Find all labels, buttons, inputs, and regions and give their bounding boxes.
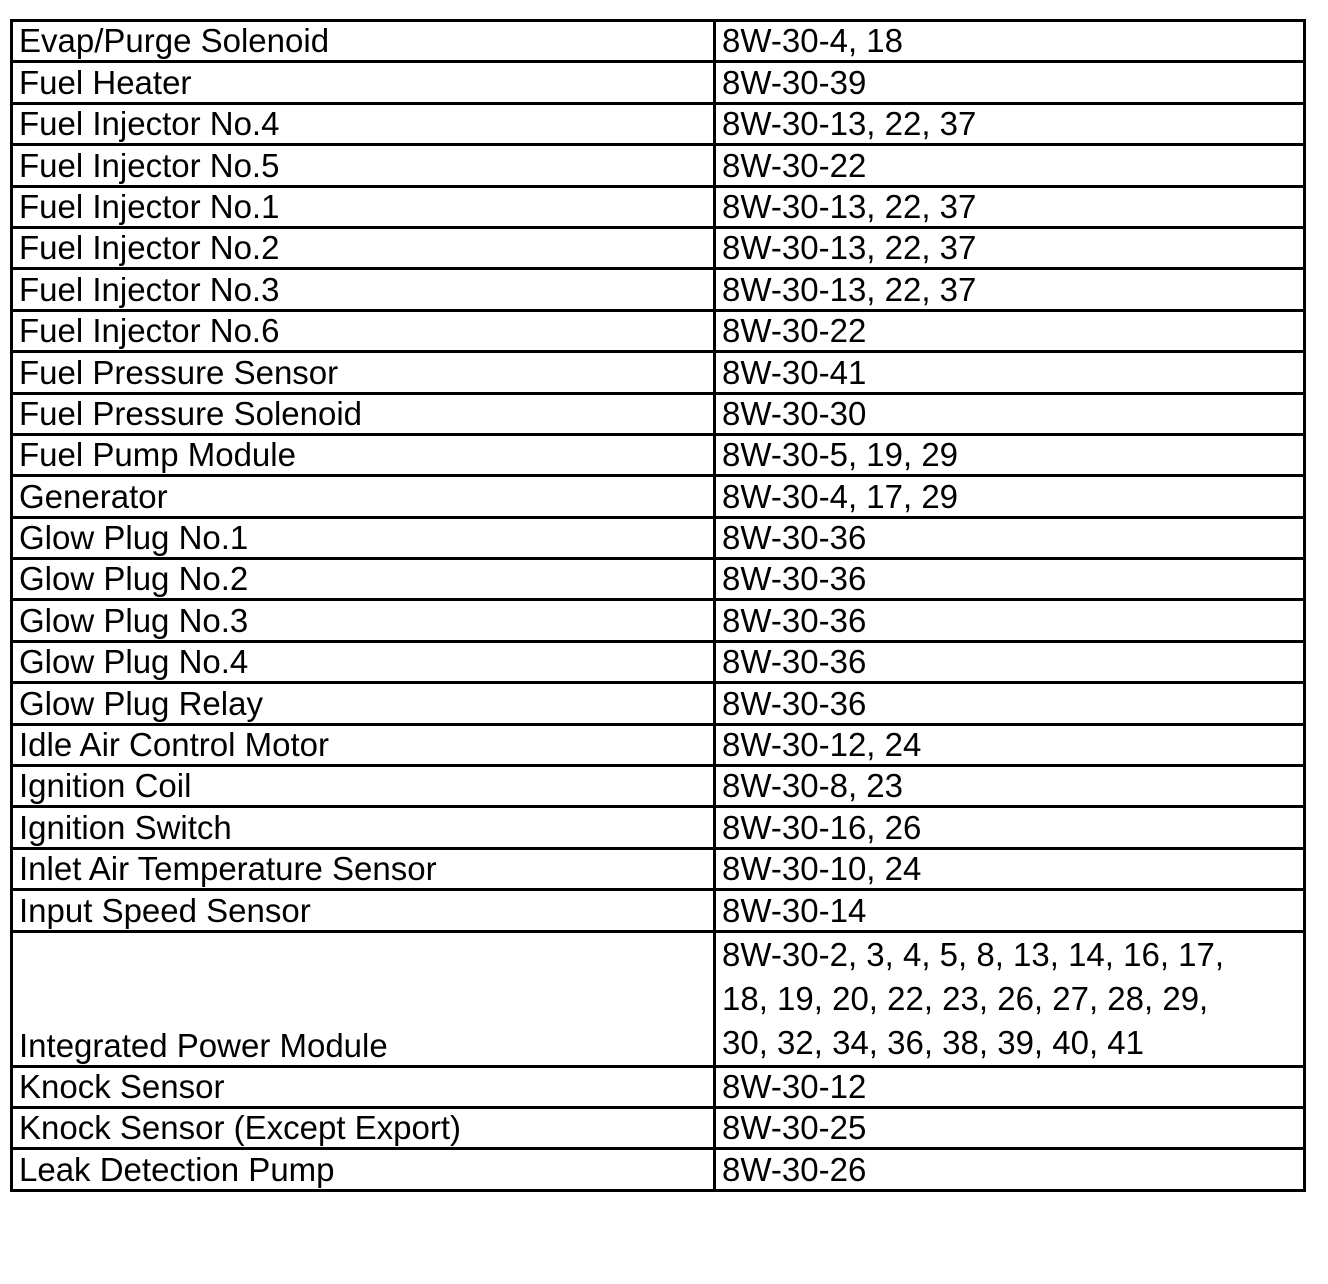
table-row (12, 269, 1305, 310)
component-name-cell: Fuel Injector No.3 (12, 269, 715, 310)
page-reference-cell: 8W-30-22 (715, 145, 1305, 186)
component-name-cell: Knock Sensor (Except Export) (12, 1107, 715, 1148)
component-name-cell: Ignition Switch (12, 807, 715, 848)
page-reference-cell: 8W-30-22 (715, 310, 1305, 351)
table-row (12, 724, 1305, 765)
table-row (12, 641, 1305, 682)
component-name-cell: Ignition Coil (12, 766, 715, 807)
page-reference-cell: 8W-30-12 (715, 1066, 1305, 1107)
page-reference-cell: 8W-30-13, 22, 37 (715, 269, 1305, 310)
component-name-cell: Fuel Pressure Sensor (12, 352, 715, 393)
page-reference-cell: 8W-30-41 (715, 352, 1305, 393)
component-name-cell: Generator (12, 476, 715, 517)
component-name-cell: Idle Air Control Motor (12, 724, 715, 765)
page-reference-cell: 8W-30-10, 24 (715, 848, 1305, 889)
table-row (12, 1149, 1305, 1190)
page-reference-cell: 8W-30-25 (715, 1107, 1305, 1148)
component-name-cell: Glow Plug No.4 (12, 641, 715, 682)
page-reference-cell: 8W-30-2, 3, 4, 5, 8, 13, 14, 16, 17, 18, 19, 20, 22, 23, 26, 27, 28, 29, 30, 32, 34, 36, 38, 39, 40, 41 (715, 931, 1305, 1066)
table-row (12, 766, 1305, 807)
page-reference-cell: 8W-30-36 (715, 641, 1305, 682)
component-name-cell: Fuel Injector No.1 (12, 186, 715, 227)
component-index-sheet (10, 19, 1303, 1192)
component-name-cell: Input Speed Sensor (12, 890, 715, 931)
component-name-cell: Fuel Injector No.2 (12, 227, 715, 268)
table-row (12, 186, 1305, 227)
component-name-cell: Fuel Injector No.4 (12, 103, 715, 144)
component-name-cell: Leak Detection Pump (12, 1149, 715, 1190)
page-reference-cell: 8W-30-16, 26 (715, 807, 1305, 848)
component-name-cell: Glow Plug No.2 (12, 559, 715, 600)
component-name-cell: Knock Sensor (12, 1066, 715, 1107)
component-name-cell: Integrated Power Module (12, 931, 715, 1066)
page-reference-cell: 8W-30-39 (715, 62, 1305, 103)
page-reference-cell: 8W-30-14 (715, 890, 1305, 931)
page-reference-cell: 8W-30-4, 17, 29 (715, 476, 1305, 517)
component-name-cell: Glow Plug Relay (12, 683, 715, 724)
component-name-cell: Glow Plug No.1 (12, 517, 715, 558)
page-reference-cell: 8W-30-5, 19, 29 (715, 434, 1305, 475)
component-name-cell: Fuel Injector No.6 (12, 310, 715, 351)
table-row (12, 931, 1305, 1066)
table-row (12, 1107, 1305, 1148)
table-row (12, 103, 1305, 144)
table-body (12, 21, 1305, 1191)
table-row (12, 807, 1305, 848)
table-row (12, 517, 1305, 558)
page-reference-cell: 8W-30-36 (715, 600, 1305, 641)
table-row (12, 476, 1305, 517)
page-reference-cell: 8W-30-30 (715, 393, 1305, 434)
table-row (12, 310, 1305, 351)
table-row (12, 434, 1305, 475)
table-row (12, 1066, 1305, 1107)
page-reference-cell: 8W-30-8, 23 (715, 766, 1305, 807)
table-row (12, 145, 1305, 186)
table-row (12, 227, 1305, 268)
table-row (12, 559, 1305, 600)
page-reference-cell: 8W-30-12, 24 (715, 724, 1305, 765)
page-reference-cell: 8W-30-36 (715, 559, 1305, 600)
component-name-cell: Inlet Air Temperature Sensor (12, 848, 715, 889)
component-name-cell: Evap/Purge Solenoid (12, 21, 715, 62)
component-name-cell: Fuel Pump Module (12, 434, 715, 475)
table-row (12, 890, 1305, 931)
component-name-cell: Fuel Injector No.5 (12, 145, 715, 186)
component-name-cell: Glow Plug No.3 (12, 600, 715, 641)
component-index-table (10, 19, 1306, 1192)
page-reference-cell: 8W-30-26 (715, 1149, 1305, 1190)
page-reference-cell: 8W-30-36 (715, 683, 1305, 724)
page-reference-cell: 8W-30-13, 22, 37 (715, 227, 1305, 268)
table-row (12, 683, 1305, 724)
component-name-cell: Fuel Heater (12, 62, 715, 103)
table-row (12, 21, 1305, 62)
page-reference-cell: 8W-30-13, 22, 37 (715, 103, 1305, 144)
table-row (12, 352, 1305, 393)
page-reference-cell: 8W-30-36 (715, 517, 1305, 558)
table-row (12, 393, 1305, 434)
table-row (12, 62, 1305, 103)
component-name-cell: Fuel Pressure Solenoid (12, 393, 715, 434)
table-row (12, 848, 1305, 889)
table-row (12, 600, 1305, 641)
page-reference-cell: 8W-30-13, 22, 37 (715, 186, 1305, 227)
page-reference-cell: 8W-30-4, 18 (715, 21, 1305, 62)
